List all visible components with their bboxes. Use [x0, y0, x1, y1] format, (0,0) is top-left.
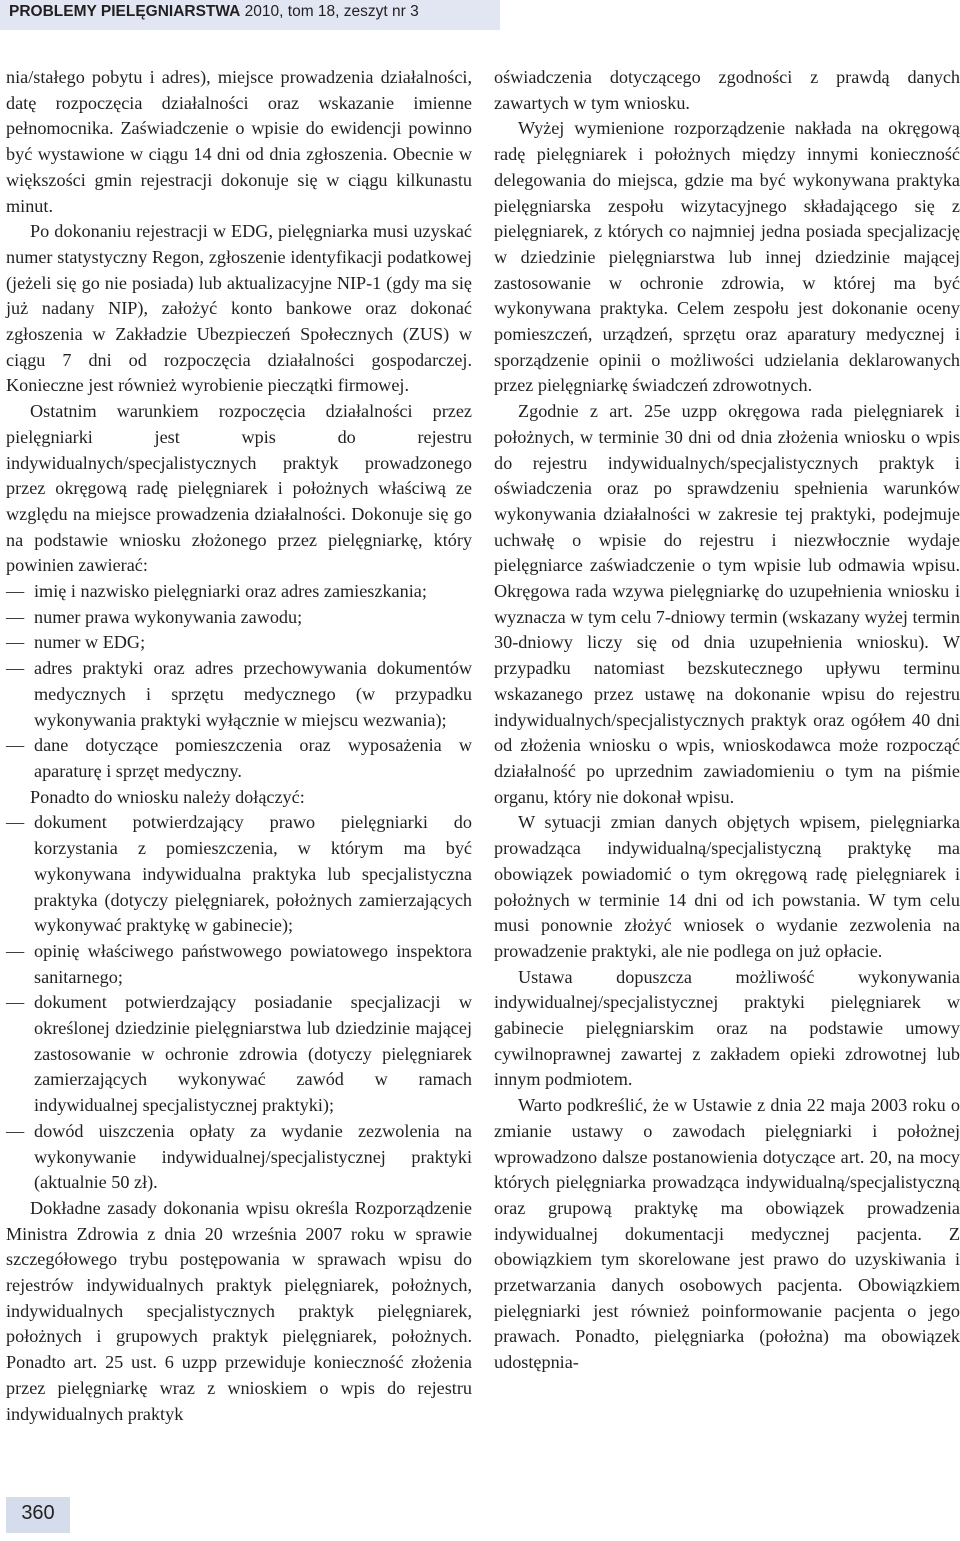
list-item [6, 810, 472, 939]
list-item-text: dowód uiszczenia opłaty za wydanie zezwolenia na wykonywanie indywidualnej/specjalistycznej praktyki (aktualnie 50 zł). [34, 1120, 472, 1193]
em-dash-bullet: — [6, 735, 25, 756]
list-item-text: dokument potwierdzający posiadanie specjalizacji w określonej dziedzinie pielęgniarstwa lub dziedzinie mającej zastosowanie w ochronie zdrowia (dotyczy pielęgniarek zamierzających wykonywać zawód w ramach indywidualnej specjalistycznej praktyki); [34, 992, 472, 1116]
list-item-text: numer w EDG; [34, 632, 146, 653]
em-dash-bullet: — [6, 632, 25, 653]
list-item-text: opinię właściwego państwowego powiatowego inspektora sanitarnego; [34, 940, 472, 987]
paragraph: Ponadto do wniosku należy dołączyć: [30, 786, 305, 807]
em-dash-bullet: — [6, 992, 25, 1013]
paragraph: Zgodnie z art. 25e uzpp okręgowa rada pielęgniarek i położnych, w terminie 30 dni od dnia złożenia wniosku o wpis do rejestru indywidualnych/specjalistycznych praktyk i oświadczenia oraz po sprawdzeniu spełnienia warunków wykonywania działalności w zakresie tej praktyki, podejmuje uchwałę o wpisie do rejestru i niezwłocznie wydaje pielęgniarce zaświadczenie o tym wpisie lub odmawia wpisu. Okręgowa rada wzywa pielęgniarkę do uzupełnienia wniosku i wyznacza w tym celu 7-dniowy termin (wskazany wyżej termin 30-dniowy liczy się od dnia uzupełnienia wniosku). W przypadku natomiast bezskutecznego upływu terminu wskazanego przez ustawę na dokonanie wpisu do rejestru indywidualnych/specjalistycznych praktyk oraz ogółem 40 dni od złożenia wniosku o wpis, wnioskodawca może rozpocząć działalność po uprzednim zawiadomieniu o tym na piśmie organu, który nie dokonał wpisu. [494, 401, 960, 807]
list-item [6, 990, 472, 1119]
em-dash-bullet: — [6, 812, 25, 833]
list-item-text: imię i nazwisko pielęgniarki oraz adres zamieszkania; [34, 581, 427, 602]
paragraph: W sytuacji zmian danych objętych wpisem, pielęgniarka prowadząca indywidualną/specjalistyczną praktykę ma obowiązek powiadomić o tym okręgową radę pielęgniarek i położnych w terminie 14 dni od ich powstania. W tym celu musi ponownie złożyć wniosek o wydanie zezwolenia na prowadzenie praktyki, ale nie podlega on już opłacie. [494, 812, 960, 961]
header-text [9, 3, 419, 21]
paragraph: Dokładne zasady dokonania wpisu określa Rozporządzenie Ministra Zdrowia z dnia 20 września 2007 roku w sprawie szczegółowego trybu postępowania w sprawach wpisu do rejestrów indywidualnych praktyk pielęgniarek, położnych, indywidualnych specjalistycznych praktyk pielęgniarek, położnych i grupowych praktyk pielęgniarek, położnych. Ponadto art. 25 ust. 6 uzpp przewiduje konieczność złożenia przez pielęgniarkę wraz z wnioskiem o wpis do rejestru indywidualnych praktyk [6, 1197, 472, 1424]
list-item-text: dokument potwierdzający prawo pielęgniarki do korzystania z pomieszczenia, w którym ma być wykonywana indywidualna praktyka lub specjalistyczna praktyka (dotyczy pielęgniarek, położnych zamierzających wykonywać praktykę w gabinecie); [34, 812, 472, 936]
em-dash-bullet: — [6, 606, 25, 627]
requirements-list [6, 579, 472, 785]
list-item [6, 630, 472, 656]
paragraph: Warto podkreślić, że w Ustawie z dnia 22 maja 2003 roku o zmianie ustawy o zawodach pielęgniarki i położnej wprowadzono dalsze postanowienia dotyczące art. 20, na mocy których pielęgniarka prowadząca indywidualną/specjalistyczną oraz grupową praktykę ma obowiązek prowadzenia indywidualnej dokumentacji medycznej pacjenta. Z obowiązkiem tym skorelowane jest prawo do uzyskiwania i przetwarzania danych osobowych pacjenta. Obowiązkiem pielęgniarki jest również poinformowanie pacjenta o jego prawach. Ponadto, pielęgniarka (położna) ma obowiązek udostępnia- [494, 1095, 960, 1373]
paragraph: nia/stałego pobytu i adres), miejsce prowadzenia działalności, datę rozpoczęcia działalności oraz wskazanie imienne pełnomocnika. Zaświadczenie o wpisie do ewidencji powinno być wystawione w ciągu 14 dni od dnia zgłoszenia. Obecnie w większości gmin rejestracji dokonuje się w ciągu kilkunastu minut. [6, 67, 472, 216]
list-item [6, 656, 472, 733]
em-dash-bullet: — [6, 581, 25, 602]
list-item-text: adres praktyki oraz adres przechowywania dokumentów medycznych i sprzętu medycznego (w przypadku wykonywania praktyki wyłącznie w miejscu wezwania); [34, 658, 472, 730]
paragraph: Po dokonaniu rejestracji w EDG, pielęgniarka musi uzyskać numer statystyczny Regon, zgłoszenie identyfikacji podatkowej (jeżeli się go nie posiada) lub aktualizacyjne NIP-1 (gdy ma się już nadany NIP), założyć konto bankowe oraz dokonać zgłoszenia w Zakładzie Ubezpieczeń Społecznych (ZUS) w ciągu 7 dni od rozpoczęcia działalności gospodarczej. Konieczne jest również wyrobienie pieczątki firmowej. [6, 221, 472, 396]
right-column [494, 65, 960, 1376]
left-column [6, 65, 472, 1427]
list-item-text: dane dotyczące pomieszczenia oraz wyposażenia w aparaturę i sprzęt medyczny. [34, 735, 472, 781]
paragraph: Ostatnim warunkiem rozpoczęcia działalności przez pielęgniarki jest wpis do rejestru indywidualnych/specjalistycznych praktyk prowadzonego przez okręgową radę pielęgniarek i położnych właściwą ze względu na miejsce prowadzenia działalności. Dokonuje się go na podstawie wniosku złożonego przez pielęgniarkę, który powinien zawierać: [6, 401, 472, 576]
list-item-text: numer prawa wykonywania zawodu; [34, 606, 303, 627]
list-item [6, 579, 472, 605]
list-item [6, 939, 472, 990]
paragraph: Wyżej wymienione rozporządzenie nakłada na okręgową radę pielęgniarek i położnych między innymi konieczność delegowania do miejsca, gdzie ma być wykonywana praktyka pielęgniarska zespołu wizytacyjnego składającego się z pielęgniarek, z których co najmniej jedna posiada specjalizację w dziedzinie pielęgniarstwa lub innej dziedzinie mającej zastosowanie w ochronie zdrowia, w której ma być wykonywana praktyka. Celem zespołu jest dokonanie oceny pomieszczeń, urządzeń, sprzętu oraz aparatury medycznej i sporządzenie opinii o możliwości udzielania deklarowanych przez pielęgniarkę świadczeń zdrowotnych. [494, 118, 960, 396]
list-item [6, 733, 472, 784]
journal-title: PROBLEMY PIELĘGNIARSTWA [9, 3, 241, 20]
attachments-list [6, 810, 472, 1196]
page-number-box [6, 1497, 70, 1533]
em-dash-bullet: — [6, 1120, 25, 1141]
running-header [0, 0, 500, 30]
paragraph: oświadczenia dotyczącego zgodności z prawdą danych zawartych w tym wniosku. [494, 67, 960, 113]
list-item [6, 1119, 472, 1196]
em-dash-bullet: — [6, 658, 25, 679]
issue-info: 2010, tom 18, zeszyt nr 3 [240, 3, 419, 20]
em-dash-bullet: — [6, 940, 25, 961]
page-number: 360 [21, 1502, 55, 1524]
paragraph: Ustawa dopuszcza możliwość wykonywania indywidualnej/specjalistycznej praktyki pielęgniarek w gabinecie pielęgniarskim oraz na podstawie umowy cywilnoprawnej zawartej z zakładem opieki zdrowotnej lub innym podmiotem. [494, 966, 960, 1090]
list-item [6, 605, 472, 631]
